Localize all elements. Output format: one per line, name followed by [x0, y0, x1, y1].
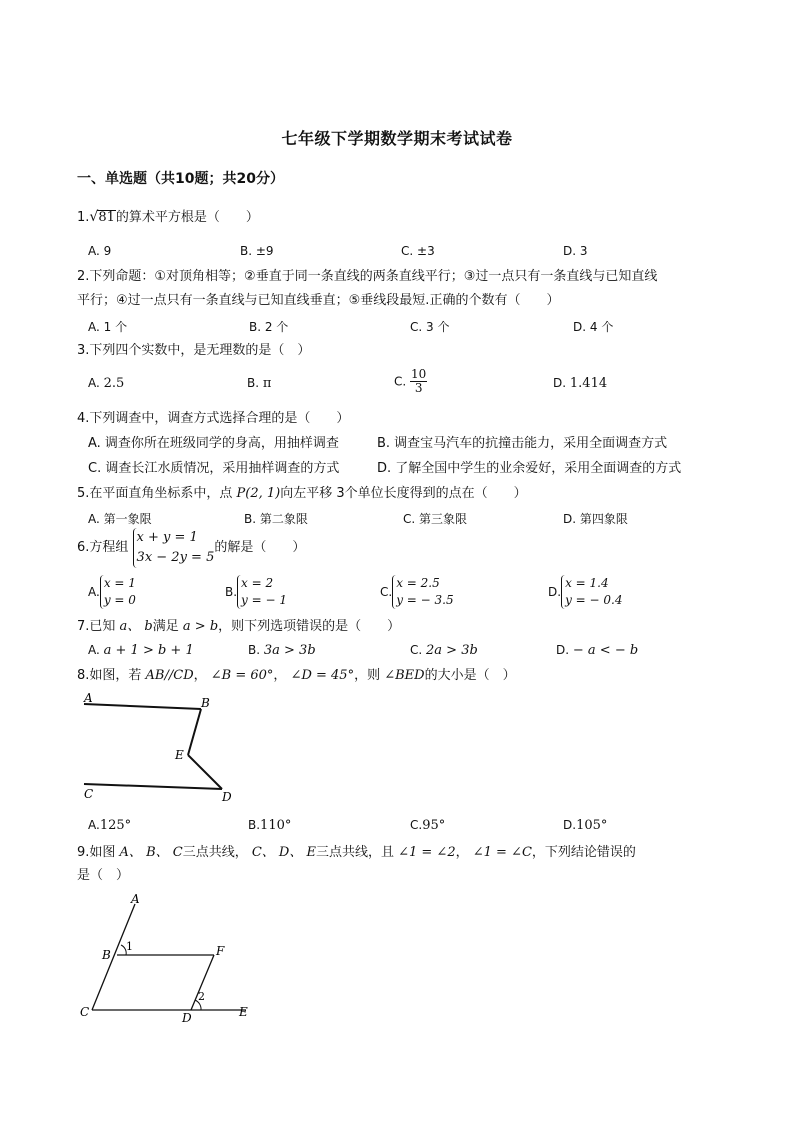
question-text-mid: 三点共线，且: [315, 845, 399, 860]
label-d: D: [222, 790, 232, 804]
question-text-mid: ，则: [354, 668, 385, 683]
q4-option-c[interactable]: C. 调查长江水质情况，采用抽样调查的方式: [88, 461, 340, 476]
label-c: C: [84, 787, 94, 801]
separator: ，: [193, 668, 211, 683]
question-number: 6.方程组: [77, 540, 129, 555]
q6-option-b[interactable]: [225, 575, 287, 609]
option-label: A.: [88, 585, 100, 599]
q4-option-b[interactable]: B. 调查宝马汽车的抗撞击能力，采用全面调查方式: [377, 436, 668, 451]
option-label: A.: [88, 643, 100, 657]
q3-option-a[interactable]: [88, 376, 124, 391]
option-label: A.: [88, 818, 100, 832]
question-2-line-1: 2.下列命题：①对顶角相等；②垂直于同一条直线的两条直线平行；③过一点只有一条直线与已知直线: [77, 269, 658, 284]
q8-option-b[interactable]: [248, 818, 291, 833]
option-label: D.: [563, 818, 577, 832]
numerator: 10: [411, 367, 427, 381]
variables: a、 b: [119, 619, 153, 634]
question-text-mid: 三点共线，: [182, 845, 252, 860]
q5-option-c[interactable]: C. 第三象限: [403, 512, 468, 526]
label-d: D: [182, 1011, 192, 1025]
option-expression: − a < − b: [572, 643, 639, 658]
option-line-1: x = 1: [103, 576, 136, 590]
q1-option-a[interactable]: A. 9: [88, 244, 112, 258]
q4-option-d[interactable]: D. 了解全国中学生的业余爱好，采用全面调查的方式: [377, 461, 682, 476]
option-label: B.: [225, 585, 238, 599]
question-2-line-2: 平行；④过一点只有一条直线与已知直线垂直；⑤垂线段最短.正确的个数有（ ）: [77, 293, 560, 308]
page-title: 七年级下学期数学期末考试试卷: [281, 129, 513, 148]
option-value: 110°: [260, 818, 292, 833]
option-label: B.: [248, 643, 261, 657]
target-angle: ∠BED: [384, 668, 425, 683]
point-set-1: A、 B、 C: [119, 845, 183, 860]
option-label: B.: [247, 376, 260, 390]
label-b: B: [201, 696, 210, 710]
question-text: 8.如图，若: [77, 668, 146, 683]
equation-system: [133, 528, 215, 568]
question-8: [77, 667, 516, 685]
q3-option-c[interactable]: [394, 368, 427, 395]
point-set-2: C、 D、 E: [251, 845, 316, 860]
q6-option-c[interactable]: [380, 575, 454, 609]
q8-option-a[interactable]: [88, 818, 131, 833]
question-text: 的算术平方根是（ ）: [115, 210, 259, 225]
option-line-2: y = − 0.4: [565, 593, 623, 607]
question-5: [77, 485, 527, 503]
equation-2: 3x − 2y = 5: [136, 550, 215, 565]
equation-1: x + y = 1: [136, 530, 198, 545]
label-f: F: [216, 944, 225, 958]
label-e: E: [239, 1005, 248, 1019]
q2-option-c[interactable]: C. 3 个: [410, 320, 450, 334]
condition-3: ∠D = 45°: [290, 668, 355, 683]
q1-option-c[interactable]: C. ±3: [401, 244, 435, 258]
option-value: 105°: [576, 818, 608, 833]
q9-figure: [74, 892, 264, 1026]
question-6: [77, 528, 305, 568]
label-e: E: [175, 748, 184, 762]
q7-option-d[interactable]: [556, 643, 638, 658]
segment-ab: [84, 704, 201, 709]
option-line-1: x = 1.4: [565, 576, 609, 590]
option-line-2: y = 0: [103, 593, 136, 607]
label-a: A: [84, 692, 93, 705]
q5-option-a[interactable]: A. 第一象限: [88, 512, 152, 526]
option-value: π: [262, 376, 272, 391]
option-label: D.: [548, 585, 562, 599]
option-label: C.: [394, 374, 407, 389]
option-label: C.: [410, 643, 423, 657]
option-label: A.: [88, 376, 100, 390]
label-c: C: [80, 1005, 90, 1019]
segment-cd: [84, 784, 222, 789]
question-text: 的解是（ ）: [214, 540, 306, 555]
q8-option-d[interactable]: [563, 818, 607, 833]
label-b: B: [102, 948, 111, 962]
section-heading: 一、单选题（共10题；共20分）: [77, 171, 284, 187]
question-text-suffix: ，下列结论错误的: [531, 845, 636, 860]
radicand: 81: [98, 210, 115, 225]
option-value: 1.414: [569, 376, 608, 391]
separator: ，: [273, 668, 291, 683]
option-expression: a + 1 > b + 1: [103, 643, 194, 658]
label-a: A: [131, 892, 140, 906]
question-4: 4.下列调查中，调查方式选择合理的是（ ）: [77, 411, 350, 426]
option-line-2: y = − 3.5: [396, 593, 454, 607]
point: P(2, 1): [236, 486, 281, 501]
condition: a > b: [182, 619, 219, 634]
option-label: C.: [410, 818, 423, 832]
question-text-suffix: 的大小是（ ）: [424, 668, 516, 683]
question-7: [77, 618, 400, 636]
separator: ，: [455, 845, 473, 860]
equation-2: ∠1 = ∠C: [472, 845, 532, 860]
question-9-line-1: [77, 844, 636, 862]
q3-option-d[interactable]: [553, 376, 607, 391]
q8-figure: [78, 692, 248, 810]
line-abc: [92, 904, 135, 1010]
q4-option-a[interactable]: A. 调查你所在班级同学的身高，用抽样调查: [88, 436, 339, 451]
q3-option-b[interactable]: [247, 376, 271, 391]
question-text-suffix: ，则下列选项错误的是（ ）: [218, 619, 401, 634]
q2-option-b[interactable]: B. 2 个: [249, 320, 289, 334]
question-9-line-2: 是（ ）: [77, 868, 130, 883]
segment-ed: [188, 755, 222, 789]
q7-option-c[interactable]: [410, 643, 478, 658]
q7-option-b[interactable]: [248, 643, 316, 658]
question-text-suffix: 向左平移 3个单位长度得到的点在（ ）: [280, 486, 527, 501]
question-text: 7.已知: [77, 619, 120, 634]
option-line-1: x = 2.5: [396, 576, 440, 590]
option-label: C.: [380, 585, 393, 599]
condition-1: AB//CD: [145, 668, 194, 683]
segment-be: [188, 709, 201, 755]
q5-option-d[interactable]: D. 第四象限: [563, 512, 628, 526]
question-1: 1.√81的算术平方根是（ ）: [77, 209, 259, 225]
option-value: 125°: [99, 818, 132, 833]
question-text: 5.在平面直角坐标系中，点: [77, 486, 237, 501]
fraction: [410, 368, 427, 395]
q2-option-a[interactable]: A. 1 个: [88, 320, 128, 334]
q8-option-c[interactable]: [410, 818, 445, 833]
equation-1: ∠1 = ∠2: [398, 845, 456, 860]
condition-2: ∠B = 60°: [210, 668, 274, 683]
q5-option-b[interactable]: B. 第二象限: [244, 512, 308, 526]
q2-option-d[interactable]: D. 4 个: [573, 320, 614, 334]
question-text-mid: 满足: [152, 619, 183, 634]
question-number: 1.: [77, 210, 90, 225]
q6-option-a[interactable]: [88, 575, 136, 609]
label-angle-2: 2: [198, 990, 205, 1003]
option-label: B.: [248, 818, 261, 832]
q1-option-b[interactable]: B. ±9: [240, 244, 274, 258]
q1-option-d[interactable]: D. 3: [563, 244, 588, 258]
question-text: 9.如图: [77, 845, 120, 860]
option-value: 2.5: [103, 376, 125, 391]
q7-option-a[interactable]: [88, 643, 194, 658]
option-label: D.: [553, 376, 567, 390]
option-expression: 2a > 3b: [426, 643, 478, 658]
option-line-2: y = − 1: [241, 593, 288, 607]
option-expression: 3a > 3b: [263, 643, 316, 658]
q6-option-d[interactable]: [548, 575, 622, 609]
denominator: 3: [414, 381, 423, 395]
label-angle-1: 1: [126, 940, 133, 953]
question-3: 3.下列四个实数中，是无理数的是（ ）: [77, 343, 311, 358]
option-label: D.: [556, 643, 570, 657]
option-value: 95°: [422, 818, 446, 833]
option-line-1: x = 2: [241, 576, 274, 590]
